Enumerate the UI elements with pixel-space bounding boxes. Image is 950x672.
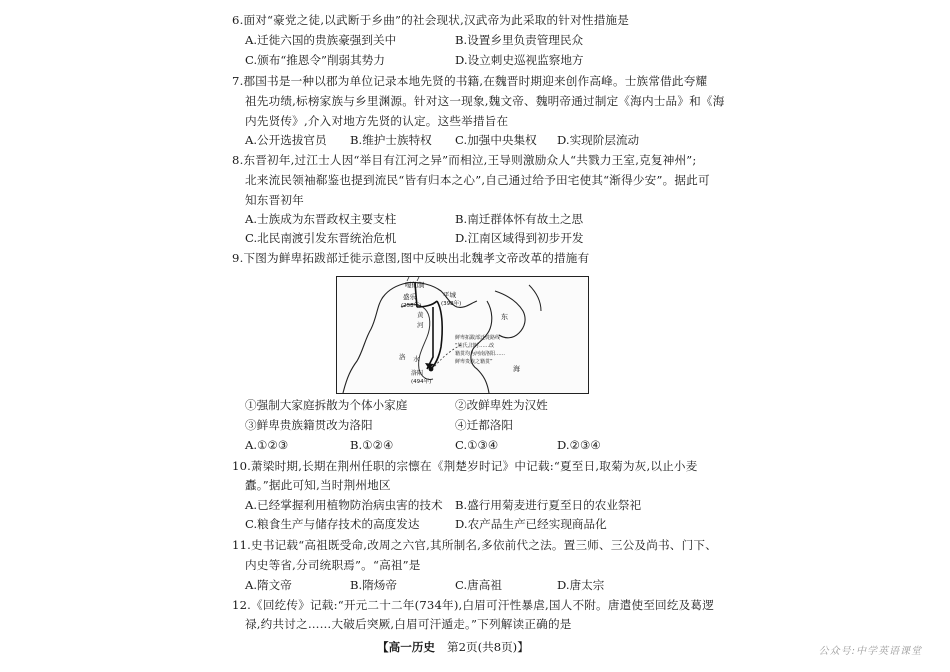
footer-subject: 【高一历史 (377, 640, 435, 654)
q7-option-c: C.加强中央集权 (455, 133, 537, 147)
map-label-dong: 东 (501, 313, 508, 321)
q11-stem-line: 11.史书记载“高祖既受命,改周之六官,其所制名,多依前代之法。置三师、三公及尚书、门下、 (232, 538, 717, 552)
page-footer (377, 639, 529, 655)
q7-stem-line: 7.郡国书是一种以郡为单位记录本地先贤的书籍,在魏晋时期迎来创作高峰。士族常借此夸耀 (232, 74, 708, 88)
q9-item-1: ①强制大家庭拆散为个体小家庭 (245, 398, 408, 412)
q7-option-a: A.公开选拔官员 (245, 133, 327, 147)
q10-stem-line: 10.萧梁时期,长期在荆州任职的宗懔在《荆楚岁时记》中记载:“夏至日,取菊为灰,以止小麦 (232, 459, 698, 473)
footer-page-number: 第2页(共8页)】 (447, 640, 529, 654)
map-label-he: 河 (417, 321, 424, 329)
q9-stem: 9.下图为鲜卑拓跋部迁徙示意图,图中反映出北魏孝文帝改革的措施有 (232, 251, 590, 265)
q8-option-a: A.士族成为东晋政权主要支柱 (245, 212, 397, 226)
q10-stem-line: 蠹。”据此可知,当时荆州地区 (245, 478, 391, 492)
map-label-luo: 洛 (399, 353, 406, 361)
q7-stem-line: 内先贤传》,介入对地方先贤的认定。这些举措旨在 (245, 114, 509, 128)
q9-option-b: B.①②④ (350, 438, 394, 452)
q6-stem: 6.面对“豪党之徒,以武断于乡曲”的社会现状,汉武帝为此采取的针对性措施是 (232, 13, 630, 27)
q9-item-4: ④迁都洛阳 (455, 418, 513, 432)
q11-option-a: A.隋文帝 (245, 578, 292, 592)
q6-option-b: B.设置乡里负责管理民众 (455, 33, 584, 47)
q9-item-2: ②改鲜卑姓为汉姓 (455, 398, 548, 412)
q10-option-d: D.农产品生产已经实现商品化 (455, 517, 607, 531)
migration-map-figure (337, 277, 588, 393)
q8-stem-line: 8.东晋初年,过江士人因“举目有江河之异”而相泣,王导则激励众人“共戮力王室,克复神州”; (232, 153, 697, 167)
map-label-luoyang-year: (494年) (411, 379, 432, 385)
q11-option-b: B.隋炀帝 (350, 578, 397, 592)
q8-stem-line: 知东晋初年 (245, 193, 304, 207)
map-label-pingcheng-year: (398年) (441, 301, 462, 307)
map-note-line: 鲜卑拓跋部迁徙路线 (455, 335, 501, 341)
q10-option-a: A.已经掌握利用植物防治病虫害的技术 (245, 498, 443, 512)
q11-option-d: D.唐太宗 (557, 578, 605, 592)
q7-option-d: D.实现阶层流动 (557, 133, 640, 147)
q8-option-d: D.江南区域得到初步开发 (455, 231, 584, 245)
q8-option-c: C.北民南渡引发东晋统治危机 (245, 231, 397, 245)
map-label-luoyang: 洛阳 (411, 370, 424, 377)
map-label-huang: 黄 (417, 311, 424, 319)
q11-stem-line: 内史等省,分司统职焉”。“高祖”是 (245, 558, 421, 572)
q8-stem-line: 北来流民领袖郗鉴也提到流民“皆有归本之心”,自己通过给予田宅使其“渐得少安”。据此可 (245, 173, 710, 187)
q10-option-c: C.粮食生产与储存技术的高度发达 (245, 517, 420, 531)
q7-option-b: B.维护士族特权 (350, 133, 432, 147)
q10-option-b: B.盛行用菊麦进行夏至日的农业祭祀 (455, 498, 642, 512)
q6-option-a: A.迁徙六国的贵族豪强到关中 (245, 33, 397, 47)
q8-option-b: B.南迁群体怀有故土之思 (455, 212, 584, 226)
watermark: 公众号:中学英语课堂 (818, 646, 922, 657)
q7-stem-line: 祖先功绩,标榜家族与乡里渊源。针对这一现象,魏文帝、魏明帝通过制定《海内士品》和《海 (245, 94, 725, 108)
q9-option-d: D.②③④ (557, 438, 601, 452)
map-label-shengle-year: (258年) (401, 303, 422, 309)
q6-option-d: D.设立刺史巡视监察地方 (455, 53, 584, 67)
map-label-shui: 水 (413, 355, 420, 363)
map-label-hai: 海 (513, 365, 520, 373)
q9-option-a: A.①②③ (245, 438, 289, 452)
q12-stem-line: 禄,约共讨之……大破后突厥,白眉可汗遁走。”下列解读正确的是 (245, 617, 572, 631)
map-label-pingcheng: 平城 (443, 291, 456, 299)
migration-map (336, 276, 589, 394)
map-note-line: “姓氏,旧时……改 (455, 343, 495, 349)
q11-option-c: C.唐高祖 (455, 578, 502, 592)
q12-stem-line: 12.《回纥传》记载:“开元二十二年(734年),白眉可汗性暴虐,国人不附。唐遣使至回纥及葛逻 (232, 598, 715, 612)
q9-option-c: C.①③④ (455, 438, 499, 452)
map-note-line: 籍贯均为河南洛阳…… (455, 351, 506, 357)
map-label-shengle: 盛乐 (403, 293, 416, 301)
q9-item-3: ③鲜卑贵族籍贯改为洛阳 (245, 418, 373, 432)
map-label-gaxian: 嘎仙洞 (405, 281, 425, 289)
map-note-line: 鲜卑贵族之籍贯” (455, 359, 493, 365)
q6-option-c: C.颁布“推恩令”削弱其势力 (245, 53, 385, 67)
